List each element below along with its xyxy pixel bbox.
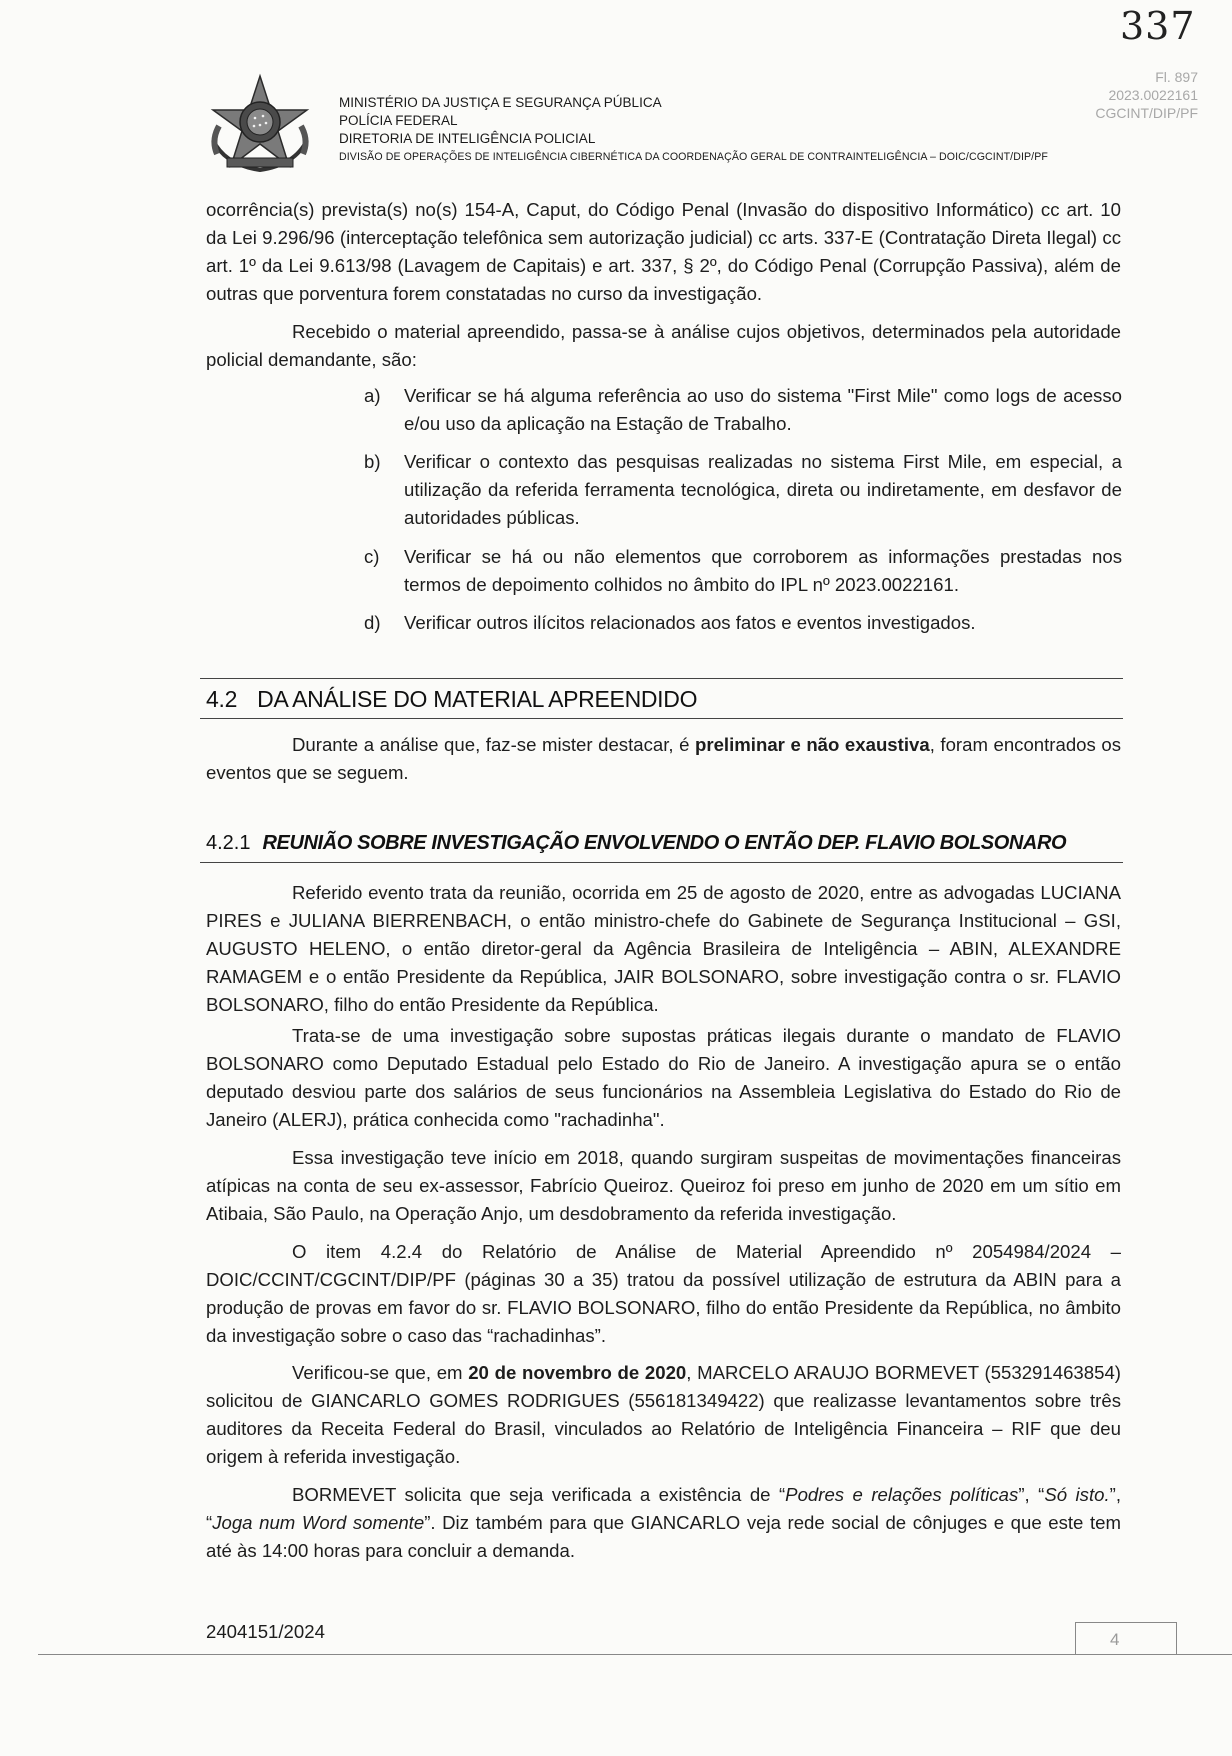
paragraph: Referido evento trata da reunião, ocorrida em 25 de agosto de 2020, entre as advogadas LUCIANA PIRES e JULIANA BIERRENBACH, o então ministro-chefe do Gabinete de Segurança Institucional – GSI, AUGUSTO HELENO, o então diretor-geral da Agência Brasileira de Inteligência – ABIN, ALEXANDRE RAMAGEM e o então Presidente da República, JAIR BOLSONARO, sobre investigação contra o sr. FLAVIO BOLSONARO, filho do então Presidente da República. (206, 882, 1121, 1015)
folio-unit: CGCINT/DIP/PF (1095, 105, 1198, 121)
list-item (364, 448, 1122, 532)
list-item-text: Verificar outros ilícitos relacionados aos fatos e eventos investigados. (404, 612, 976, 633)
folio-process: 2023.0022161 (1108, 87, 1198, 103)
list-item (364, 543, 1122, 599)
header-directorate: DIRETORIA DE INTELIGÊNCIA POLICIAL (339, 131, 596, 146)
header-ministry: MINISTÉRIO DA JUSTIÇA E SEGURANÇA PÚBLICA (339, 95, 662, 110)
subsection-number: 4.2.1 (206, 832, 251, 854)
paragraph: Verificou-se que, em 20 de novembro de 2020, MARCELO ARAUJO BORMEVET (553291463854) solicitou de GIANCARLO GOMES RODRIGUES (556181349422) que realizasse levantamentos sobre três auditores da Receita Federal do Brasil, vinculados ao Relatório de Inteligência Financeira – RIF que deu origem à referida investigação. (206, 1362, 1121, 1467)
list-item-text: Verificar se há alguma referência ao uso do sistema "First Mile" como logs de acesso e/ou uso da aplicação na Estação de Trabalho. (404, 385, 1122, 434)
list-marker: c) (364, 546, 380, 567)
section-heading (206, 686, 697, 713)
list-marker: a) (364, 385, 381, 406)
list-marker: d) (364, 612, 381, 633)
subsection-heading (206, 832, 1066, 855)
section-rule-bottom (200, 718, 1123, 719)
page-number: 4 (1110, 1630, 1120, 1649)
list-marker: b) (364, 451, 381, 472)
page-number-box (1075, 1622, 1177, 1655)
folio-number: Fl. 897 (1155, 69, 1198, 85)
handwritten-page-number: 337 (1120, 4, 1196, 48)
list-item (364, 382, 1122, 438)
paragraph: BORMEVET solicita que seja verificada a existência de “Podres e relações políticas”, “Só isto.”, “Joga num Word somente”. Diz também para que GIANCARLO veja rede social de cônjuges e que este tem até às 14:00 horas para concluir a demanda. (206, 1484, 1121, 1561)
intro-paragraph: ocorrência(s) prevista(s) no(s) 154-A, Caput, do Código Penal (Invasão do dispositivo Informático) cc art. 10 da Lei 9.296/96 (interceptação telefônica sem autorização judicial) cc arts. 337-E (Contratação Direta Ilegal) cc art. 1º da Lei 9.613/98 (Lavagem de Capitais) e art. 337, § 2º, do Código Penal (Corrupção Passiva), além de outras que porventura forem constatadas no curso da investigação. (206, 199, 1121, 304)
paragraph: Trata-se de uma investigação sobre supostas práticas ilegais durante o mandato de FLAVIO BOLSONARO como Deputado Estadual pelo Estado do Rio de Janeiro. A investigação apura se o então deputado desviou parte dos salários de seus funcionários na Assembleia Legislativa do Estado do Rio de Janeiro (ALERJ), prática conhecida como "rachadinha". (206, 1025, 1121, 1130)
objectives-intro: Recebido o material apreendido, passa-se à análise cujos objetivos, determinados pela autoridade policial demandante, são: (206, 321, 1121, 370)
subsection-title: REUNIÃO SOBRE INVESTIGAÇÃO ENVOLVENDO O ENTÃO DEP. FLAVIO BOLSONARO (262, 832, 1067, 854)
section-title: DA ANÁLISE DO MATERIAL APREENDIDO (257, 686, 698, 712)
list-item-text: Verificar o contexto das pesquisas realizadas no sistema First Mile, em especial, a utilização da referida ferramenta tecnológica, direta ou indiretamente, em desfavor de autoridades públicas. (404, 451, 1122, 528)
section-paragraph: Durante a análise que, faz-se mister destacar, é preliminar e não exaustiva, foram encontrados os eventos que se seguem. (206, 734, 1122, 783)
list-item-text: Verificar se há ou não elementos que corroborem as informações prestadas nos termos de depoimento colhidos no âmbito do IPL nº 2023.0022161. (404, 546, 1122, 595)
list-item (364, 609, 1122, 637)
header-agency: POLÍCIA FEDERAL (339, 113, 458, 128)
section-number: 4.2 (206, 686, 238, 712)
paragraph: O item 4.2.4 do Relatório de Análise de Material Apreendido nº 2054984/2024 – DOIC/CCINT/CGCINT/DIP/PF (páginas 30 a 35) tratou da possível utilização de estrutura da ABIN para a produção de provas em favor do sr. FLAVIO BOLSONARO, filho do então Presidente da República, no âmbito da investigação sobre o caso das “rachadinhas”. (206, 1241, 1121, 1346)
footer-rule (38, 1654, 1178, 1655)
footer-rule-tail (1175, 1654, 1232, 1655)
header-division: DIVISÃO DE OPERAÇÕES DE INTELIGÊNCIA CIBERNÉTICA DA COORDENAÇÃO GERAL DE CONTRAINTELIGÊNCIA – DOIC/CGCINT/DIP/PF (339, 151, 1048, 163)
coat-of-arms-icon (205, 70, 315, 180)
subsection-rule (200, 862, 1123, 863)
paragraph: Essa investigação teve início em 2018, quando surgiram suspeitas de movimentações financeiras atípicas na conta de seu ex-assessor, Fabrício Queiroz. Queiroz foi preso em junho de 2020 em um sítio em Atibaia, São Paulo, na Operação Anjo, um desdobramento da referida investigação. (206, 1147, 1121, 1224)
folio-stamp (1058, 68, 1198, 122)
letterhead (339, 94, 1048, 166)
document-code: 2404151/2024 (206, 1621, 325, 1642)
section-rule-top (200, 678, 1123, 679)
